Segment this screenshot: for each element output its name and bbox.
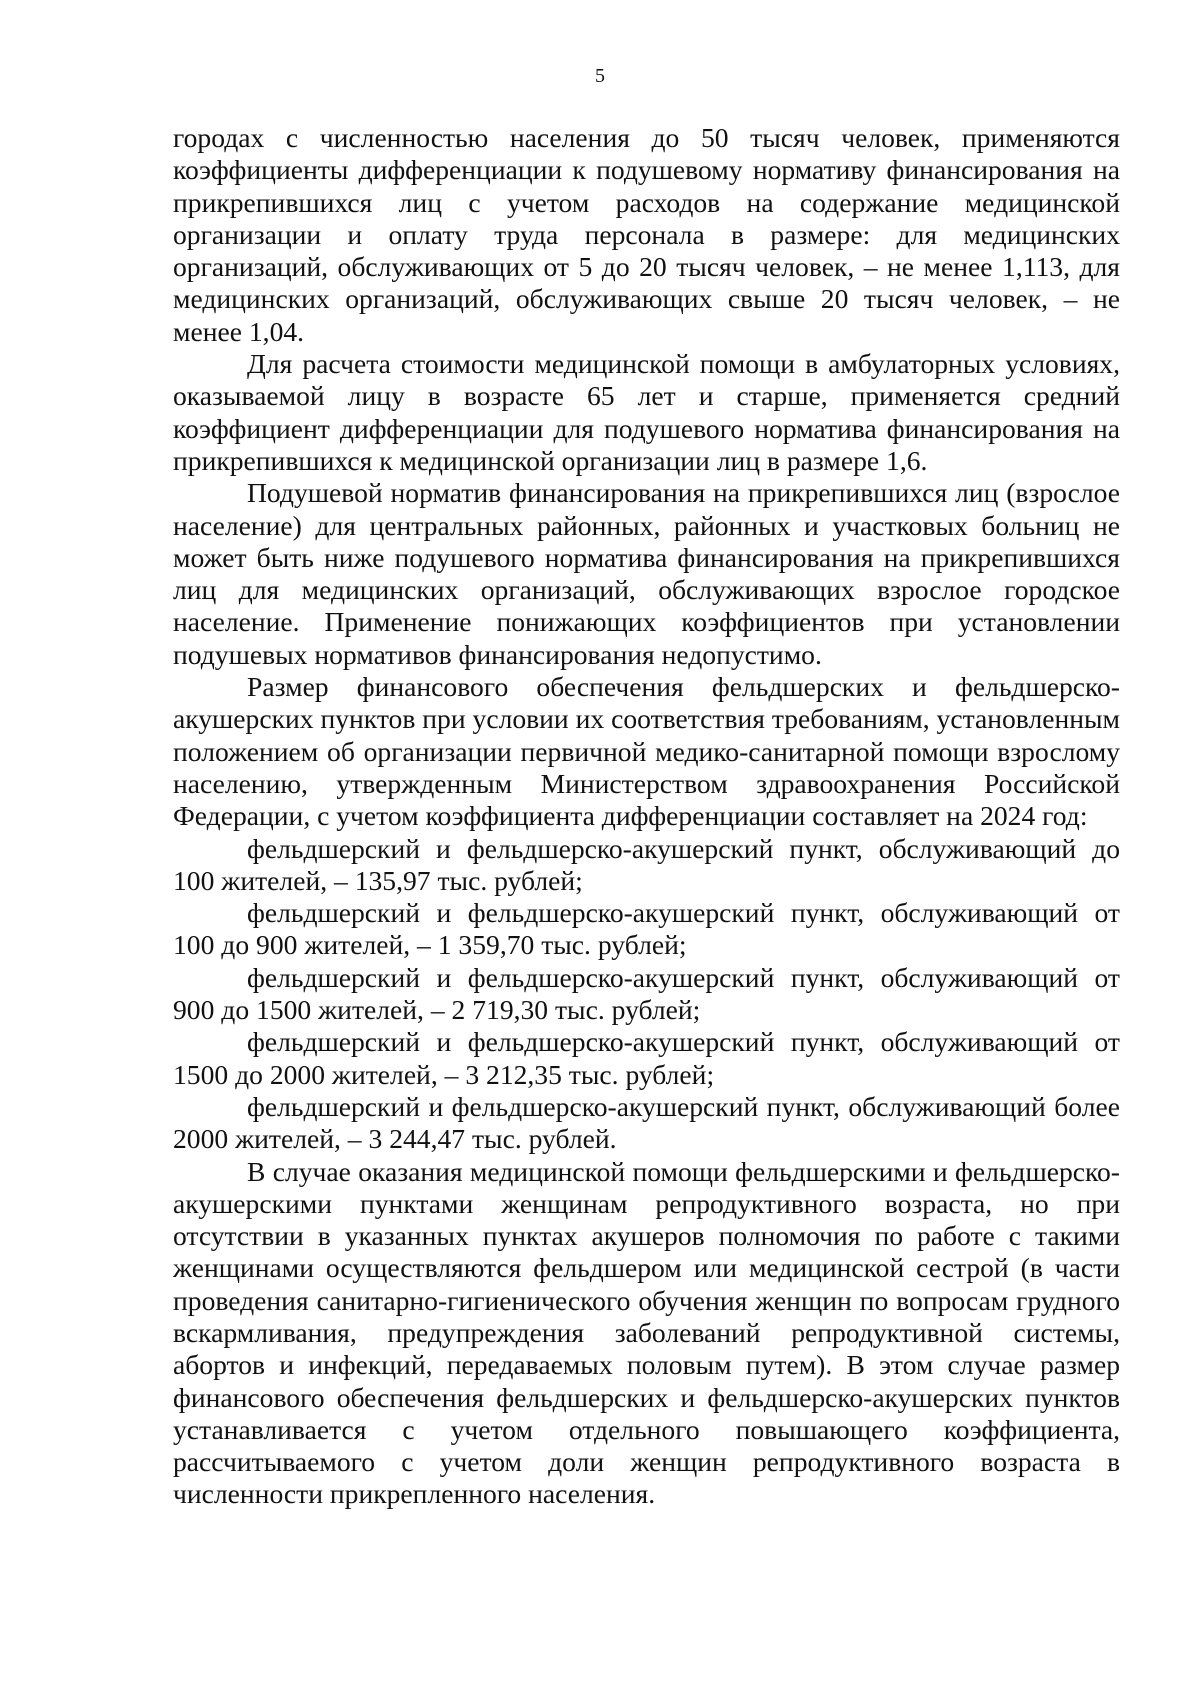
list-item-1500-2000: фельдшерский и фельдшерско-акушерский пункт, обслуживающий от 1500 до 2000 жителей, – 3 212,35 тыс. рублей; <box>173 1026 1120 1090</box>
paragraph-continuation: городах с численностью населения до 50 тысяч человек, применяются коэффициенты дифференциации к подушевому нормативу финансирования на прикрепившихся лиц с учетом расходов на содержание медицинской организации и оплату труда персонала в размере: для медицинских организаций, обслуживающих от 5 до 20 тысяч человек, – не менее 1,113, для медицинских организаций, обслуживающих свыше 20 тысяч человек, – не менее 1,04. <box>173 122 1120 347</box>
page-number: 5 <box>595 65 605 87</box>
list-item-upto-100: фельдшерский и фельдшерско-акушерский пункт, обслуживающий до 100 жителей, – 135,97 тыс. рублей; <box>173 832 1120 896</box>
list-item-over-2000: фельдшерский и фельдшерско-акушерский пункт, обслуживающий более 2000 жителей, – 3 244,47 тыс. рублей. <box>173 1090 1120 1155</box>
list-item-900-1500: фельдшерский и фельдшерско-акушерский пункт, обслуживающий от 900 до 1500 жителей, – 2 719,30 тыс. рублей; <box>173 961 1120 1026</box>
paragraph-reproductive-age: В случае оказания медицинской помощи фельдшерскими и фельдшерско-акушерскими пунктами женщинам репродуктивного возраста, но при отсутствии в указанных пунктах акушеров полномочия по работе с такими женщинами осуществляются фельдшером или медицинской сестрой (в части проведения санитарно-гигиенического обучения женщин по вопросам грудного вскармливания, предупреждения заболеваний репродуктивной системы, абортов и инфекций, передаваемых половым путем). В этом случае размер финансового обеспечения фельдшерских и фельдшерско-акушерских пунктов устанавливается с учетом отдельного повышающего коэффициента, рассчитываемого с учетом доли женщин репродуктивного возраста в численности прикрепленного населения. <box>173 1155 1120 1510</box>
paragraph-age-coefficient: Для расчета стоимости медицинской помощи в амбулаторных условиях, оказываемой лицу в возрасте 65 лет и старше, применяется средний коэффициент дифференциации для подушевого норматива финансирования на прикрепившихся к медицинской организации лиц в размере 1,6. <box>173 348 1120 476</box>
paragraph-rural-hospitals: Подушевой норматив финансирования на прикрепившихся лиц (взрослое население) для центральных районных, районных и участковых больниц не может быть ниже подушевого норматива финансирования на прикрепившихся лиц для медицинских организаций, обслуживающих взрослое городское население. Применение понижающих коэффициентов при установлении подушевых нормативов финансирования недопустимо. <box>173 477 1120 670</box>
paragraph-feldsher-funding: Размер финансового обеспечения фельдшерских и фельдшерско-акушерских пунктов при условии их соответствия требованиям, установленным положением об организации первичной медико-санитарной помощи взрослому населению, утвержденным Министерством здравоохранения Российской Федерации, с учетом коэффициента дифференциации составляет на 2024 год: <box>173 671 1120 832</box>
list-item-100-900: фельдшерский и фельдшерско-акушерский пункт, обслуживающий от 100 до 900 жителей, – 1 359,70 тыс. рублей; <box>173 897 1120 961</box>
document-body <box>173 122 1120 1511</box>
